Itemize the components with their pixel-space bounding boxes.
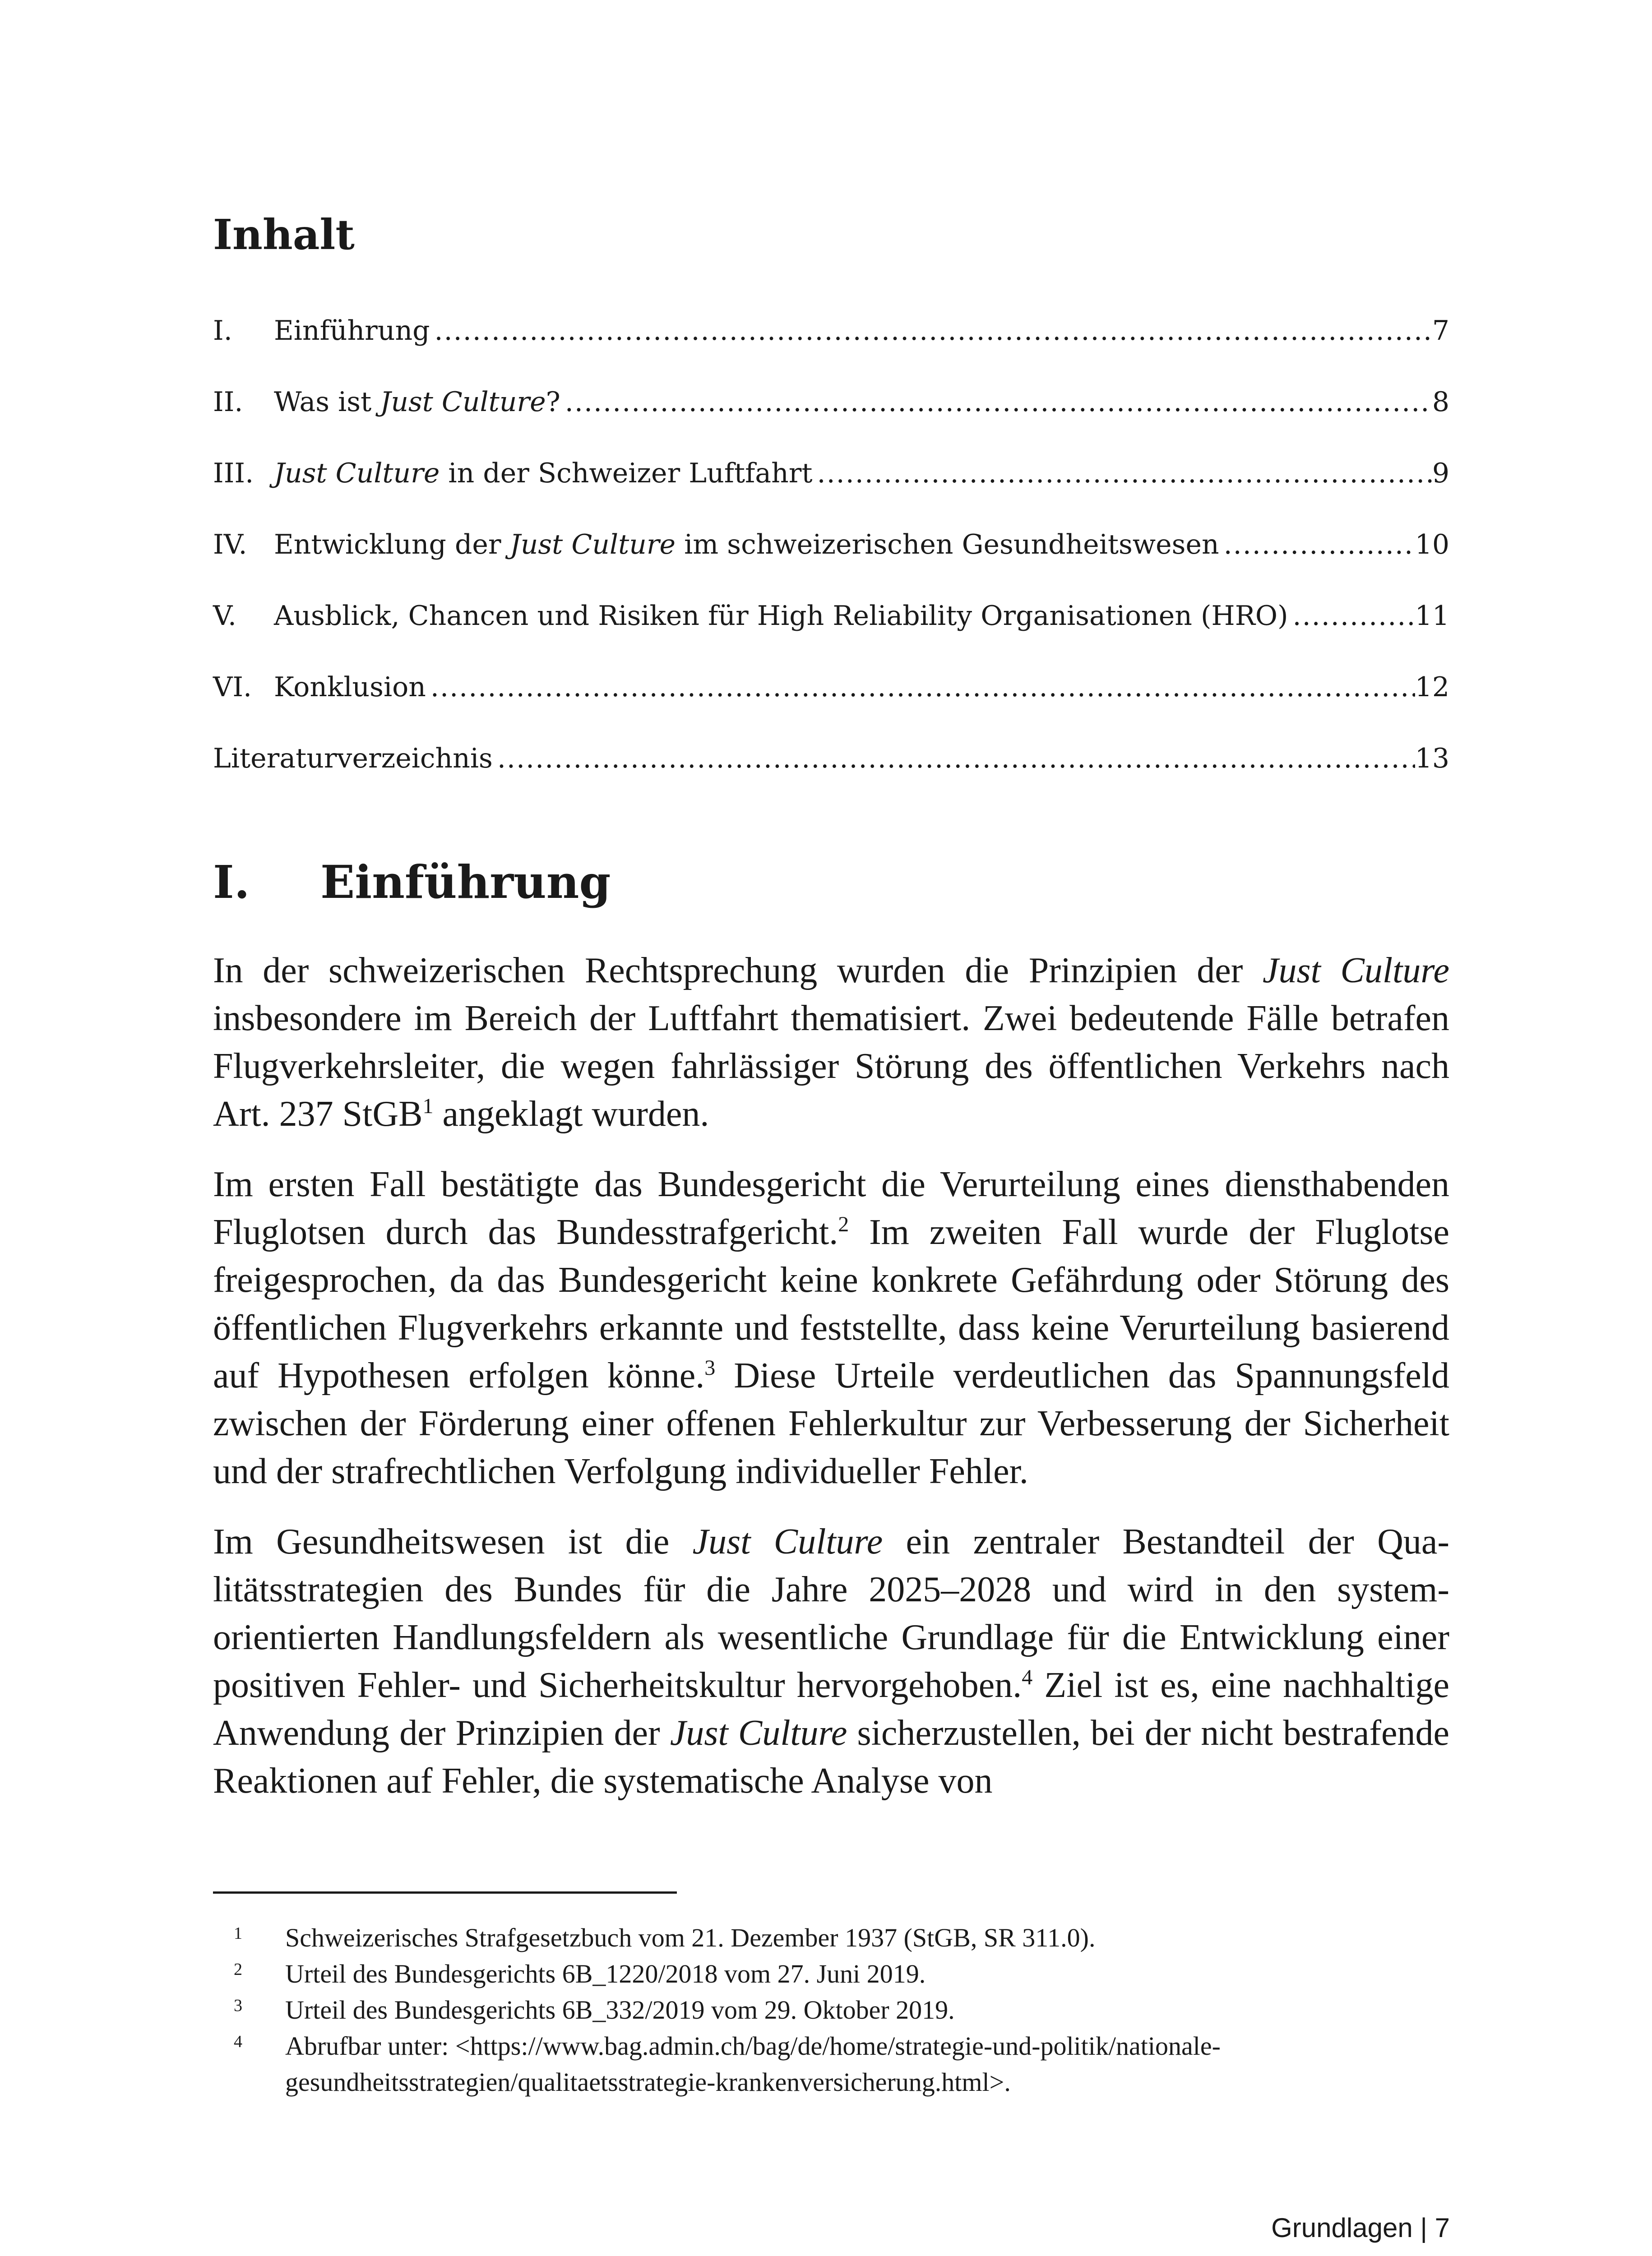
italic-term: Just Culture <box>670 1713 847 1753</box>
text-run: im schweizerischen Gesundheitswesen <box>676 529 1219 560</box>
toc-leader-dots <box>426 671 1415 703</box>
footnote-ref[interactable]: 3 <box>704 1356 716 1380</box>
toc-entry-number: VI. <box>213 671 252 703</box>
body-text <box>213 947 1449 1827</box>
toc-leader-dots <box>430 315 1432 347</box>
section-number: I. <box>213 855 250 909</box>
toc-entry[interactable] <box>213 529 1449 600</box>
toc-entry-title <box>274 315 430 347</box>
text-run: Was ist <box>274 386 380 418</box>
toc-entry-title <box>274 386 560 418</box>
footnotes <box>213 1920 1449 2100</box>
footnote-number: 1 <box>234 1924 242 1943</box>
toc-entry-page: 9 <box>1432 458 1449 489</box>
italic-term: Just Culture <box>509 529 676 560</box>
toc-entry[interactable] <box>213 743 1449 814</box>
text-run: ein zentraler Bestandteil der Qualitätsstrategien des Bundes für die Jahre 2025–2028 und wird in den systemorientierten Handlungsfeldern als wesentliche Grundlage für die Entwicklung einer positiven Fehler- und Sicherheitskultur hervorgehoben. <box>213 1522 1449 1705</box>
toc-entry[interactable] <box>213 315 1449 386</box>
toc-entry[interactable] <box>213 671 1449 743</box>
toc-entry-number: V. <box>213 600 236 632</box>
text-run: Einführung <box>274 315 430 347</box>
text-run: Im Gesundheitswesen ist die <box>213 1522 693 1562</box>
section-heading <box>213 857 1449 907</box>
footnote <box>213 1956 1449 1992</box>
footnote <box>213 1992 1449 2028</box>
text-run: insbesondere im Bereich der Luftfahrt thematisiert. Zwei bedeutende Fälle betrafen Flugverkehrsleiter, die wegen fahrlässiger Störung des öffentlichen Verkehrs nach Art. 237 StGB <box>213 999 1449 1134</box>
footnote-number: 2 <box>234 1960 242 1979</box>
text-run: Diese Urteile verdeutlichen das Spannungsfeld zwischen der Förderung einer offenen Fehlerkultur zur Verbesserung der Sicherheit und der strafrechtlichen Verfolgung individueller Fehler. <box>213 1356 1449 1491</box>
text-run: angeklagt wurden. <box>433 1094 709 1134</box>
text-run: Entwicklung der <box>274 529 510 560</box>
toc-entry-number: III. <box>213 458 254 489</box>
toc-entry-title <box>274 529 1219 560</box>
toc-entry-title <box>213 743 493 774</box>
toc-leader-dots <box>1219 529 1415 560</box>
toc-leader-dots <box>493 743 1415 774</box>
paragraph <box>213 1160 1449 1495</box>
italic-term: Just Culture <box>692 1522 883 1562</box>
toc-entry-page: 13 <box>1415 743 1449 774</box>
toc-entry-page: 11 <box>1415 600 1449 632</box>
toc-entry-page: 10 <box>1415 529 1449 560</box>
toc-entry-number: II. <box>213 386 243 418</box>
toc-entry-page: 7 <box>1432 315 1449 347</box>
toc-leader-dots <box>1288 600 1415 632</box>
footnote <box>213 2028 1449 2100</box>
footnote-text: Urteil des Bundesgerichts 6B_1220/2018 vom 27. Juni 2019. <box>285 1959 926 1988</box>
footnote-separator <box>213 1891 677 1894</box>
footnote-ref[interactable]: 4 <box>1022 1665 1033 1689</box>
toc-entry[interactable] <box>213 386 1449 458</box>
footnote-text: Schweizerisches Strafgesetzbuch vom 21. Dezember 1937 (StGB, SR 311.0). <box>285 1923 1096 1952</box>
toc-leader-dots <box>560 386 1432 418</box>
text-run: Im ersten Fall bestätigte das Bundesgericht die Verurteilung eines diensthabenden Fluglotsen durch das Bundesstrafgericht. <box>213 1165 1449 1252</box>
italic-term: Just Culture <box>274 458 440 489</box>
toc-entry-number: I. <box>213 315 232 347</box>
footnote-number: 4 <box>234 2032 242 2051</box>
footnote-ref[interactable]: 2 <box>838 1212 849 1236</box>
table-of-contents <box>213 315 1449 814</box>
paragraph <box>213 947 1449 1138</box>
toc-entry-page: 12 <box>1415 671 1449 703</box>
footnote-text: Abrufbar unter: <https://www.bag.admin.ch/bag/de/home/strategie-und-politik/nationale-gesundheitsstrategien/qualitaetsstrategie-krankenversicherung.html>. <box>285 2031 1221 2097</box>
footnote-text: Urteil des Bundesgerichts 6B_332/2019 vom 29. Oktober 2019. <box>285 1995 955 2025</box>
text-run: Im zweiten Fall wurde der Fluglotse freigesprochen, da das Bundesgericht keine konkrete Gefährdung oder Störung des öffentlichen Flugverkehrs erkannte und feststellte, dass keine Verurteilung basierend auf Hypothesen erfolgen könne. <box>213 1212 1450 1396</box>
paragraph <box>213 1518 1449 1805</box>
text-run: ? <box>546 386 560 418</box>
italic-term: Just Culture <box>380 386 546 418</box>
toc-entry[interactable] <box>213 600 1449 671</box>
text-run: In der schweizerischen Rechtsprechung wurden die Prinzipien der <box>213 951 1263 990</box>
toc-entry-number: IV. <box>213 529 247 560</box>
text-run: Ausblick, Chancen und Risiken für High Reliability Organisationen (HRO) <box>274 600 1288 632</box>
page-footer: Grundlagen | 7 <box>1271 2213 1450 2243</box>
toc-entry-title <box>274 600 1288 632</box>
text-run: in der Schweizer Luftfahrt <box>440 458 813 489</box>
italic-term: Just Culture <box>1263 951 1449 990</box>
footnote-ref[interactable]: 1 <box>422 1094 434 1118</box>
toc-entry-title <box>274 458 813 489</box>
section-title: Einführung <box>320 855 611 909</box>
toc-entry-title <box>274 671 426 703</box>
footnote-number: 3 <box>234 1996 242 2015</box>
toc-entry[interactable] <box>213 458 1449 529</box>
text-run: sicherzustellen, bei der nicht bestrafende Reaktionen auf Fehler, die systematische Analyse von <box>213 1713 1449 1801</box>
text-run: Ziel ist es, eine nachhaltige Anwendung der Prinzipien der <box>213 1665 1449 1753</box>
toc-leader-dots <box>813 458 1432 489</box>
toc-title: Inhalt <box>213 210 355 259</box>
text-run: Konklusion <box>274 671 426 703</box>
footnote <box>213 1920 1449 1956</box>
text-run: Literaturverzeichnis <box>213 743 493 774</box>
toc-entry-page: 8 <box>1432 386 1449 418</box>
